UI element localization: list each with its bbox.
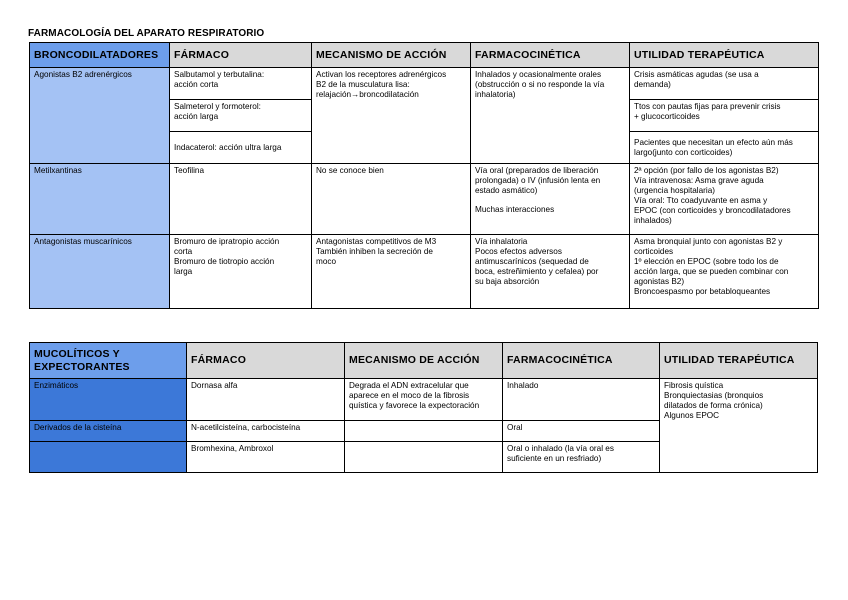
header-cell: BRONCODILATADORES: [30, 43, 170, 68]
drug-cell: Dornasa alfa: [187, 379, 345, 421]
pk-cell: Oral o inhalado (la vía oral es suficiente en un resfriado): [503, 442, 660, 473]
header-cell: FARMACOCINÉTICA: [471, 43, 630, 68]
table-row: [30, 68, 819, 100]
header-cell: FARMACOCINÉTICA: [503, 343, 660, 379]
use-cell: Ttos con pautas fijas para prevenir crisis + glucocorticoides: [630, 100, 819, 132]
header-cell: FÁRMACO: [187, 343, 345, 379]
table-row: [30, 379, 818, 421]
use-cell: Pacientes que necesitan un efecto aún más largo(junto con corticoides): [630, 132, 819, 164]
header-cell: MECANISMO DE ACCIÓN: [345, 343, 503, 379]
group-cell: [30, 442, 187, 473]
drug-cell: Indacaterol: acción ultra larga: [170, 132, 312, 164]
mechanism-cell: [345, 421, 503, 442]
group-cell: Antagonistas muscarínicos: [30, 235, 170, 309]
mechanism-cell: No se conoce bien: [312, 164, 471, 235]
group-cell: Agonistas B2 adrenérgicos: [30, 68, 170, 164]
header-cell: UTILIDAD TERAPÉUTICA: [660, 343, 818, 379]
bronchodilators-table: [29, 42, 819, 309]
pk-cell: Vía oral (preparados de liberación prolongada) o IV (infusión lenta en estado asmático) Muchas interacciones: [471, 164, 630, 235]
drug-cell: N-acetilcisteína, carbocisteína: [187, 421, 345, 442]
header-cell: MUCOLÍTICOS Y EXPECTORANTES: [30, 343, 187, 379]
header-cell: UTILIDAD TERAPÉUTICA: [630, 43, 819, 68]
use-cell: Fibrosis quística Bronquiectasias (bronquios dilatados de forma crónica) Algunos EPOC: [660, 379, 818, 473]
drug-cell: Bromuro de ipratropio acción corta Bromuro de tiotropio acción larga: [170, 235, 312, 309]
pk-cell: Inhalado: [503, 379, 660, 421]
pk-cell: Inhalados y ocasionalmente orales (obstrucción o si no responde la vía inhalatoria): [471, 68, 630, 164]
drug-cell: Salmeterol y formoterol: acción larga: [170, 100, 312, 132]
pk-cell: Vía inhalatoria Pocos efectos adversos antimuscarínicos (sequedad de boca, estreñimiento y cefalea) por su baja absorción: [471, 235, 630, 309]
document-title: FARMACOLOGÍA DEL APARATO RESPIRATORIO: [28, 28, 265, 39]
use-cell: Asma bronquial junto con agonistas B2 y corticoides 1º elección en EPOC (sobre todo los de acción larga, que se pueden combinar con agonistas B2) Broncoespasmo por betabloqueantes: [630, 235, 819, 309]
mucolytics-table: [29, 342, 818, 473]
table-header-row: [30, 43, 819, 68]
header-cell: FÁRMACO: [170, 43, 312, 68]
mechanism-cell: Activan los receptores adrenérgicos B2 de la musculatura lisa: relajación→broncodilatación: [312, 68, 471, 164]
header-cell: MECANISMO DE ACCIÓN: [312, 43, 471, 68]
drug-cell: Salbutamol y terbutalina: acción corta: [170, 68, 312, 100]
group-cell: Derivados de la cisteína: [30, 421, 187, 442]
mechanism-cell: Antagonistas competitivos de M3 También inhiben la secreción de moco: [312, 235, 471, 309]
mechanism-cell: Degrada el ADN extracelular que aparece en el moco de la fibrosis quística y favorece la expectoración: [345, 379, 503, 421]
use-cell: 2ª opción (por fallo de los agonistas B2) Vía intravenosa: Asma grave aguda (urgencia hospitalaria) Vía oral: Tto coadyuvante en asma y EPOC (con corticoides y broncodilatadores inhalados): [630, 164, 819, 235]
group-cell: Enzimáticos: [30, 379, 187, 421]
table-row: [30, 235, 819, 309]
drug-cell: Bromhexina, Ambroxol: [187, 442, 345, 473]
table-row: [30, 164, 819, 235]
mechanism-cell: [345, 442, 503, 473]
use-cell: Crisis asmáticas agudas (se usa a demanda): [630, 68, 819, 100]
group-cell: Metilxantinas: [30, 164, 170, 235]
table-header-row: [30, 343, 818, 379]
drug-cell: Teofilina: [170, 164, 312, 235]
pk-cell: Oral: [503, 421, 660, 442]
